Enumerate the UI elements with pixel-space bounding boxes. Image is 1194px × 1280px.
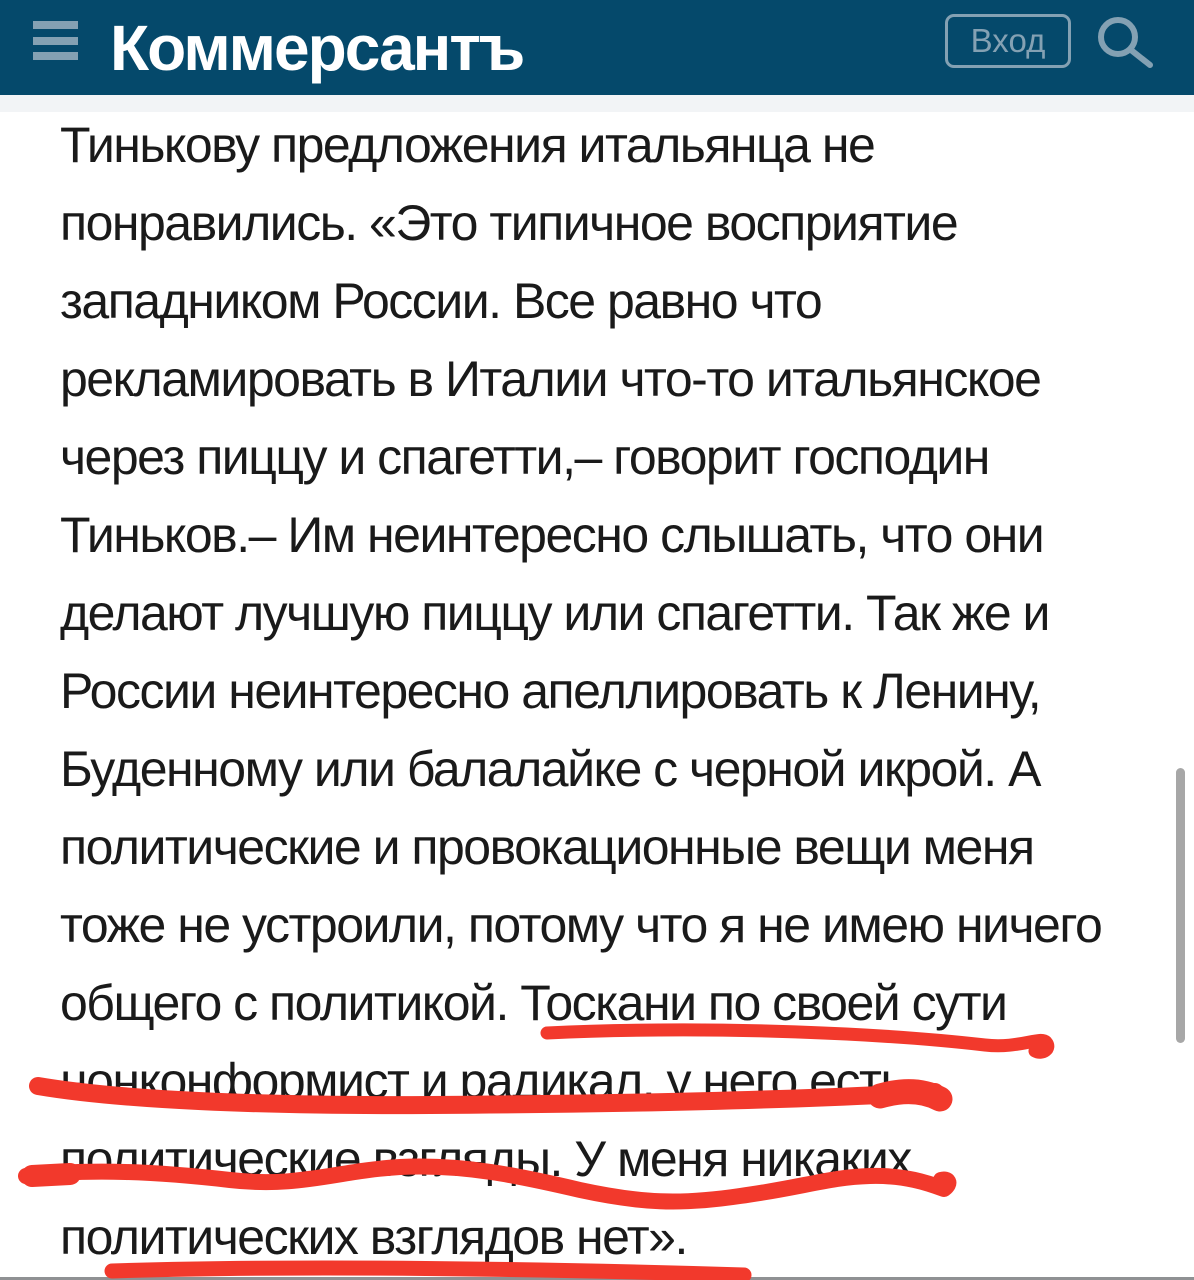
hamburger-icon[interactable] bbox=[33, 21, 78, 60]
article-line: тоже не устроили, потому что я не имею ничего bbox=[60, 897, 1102, 953]
article-line: Тинькову предложения итальянца не bbox=[60, 117, 875, 173]
article-line: России неинтересно апеллировать к Ленину, bbox=[60, 663, 1041, 719]
article-line: делают лучшую пиццу или спагетти. Так же и bbox=[60, 585, 1049, 641]
brand-logo[interactable]: Коммерсантъ bbox=[110, 11, 524, 84]
article-line: понравились. «Это типичное восприятие bbox=[60, 195, 958, 251]
login-button[interactable]: Вход bbox=[945, 14, 1071, 68]
hamburger-bar bbox=[33, 21, 78, 29]
scrollbar-thumb[interactable] bbox=[1176, 768, 1185, 1043]
article-line: политических взглядов нет». bbox=[60, 1209, 687, 1265]
article-body bbox=[60, 106, 1140, 1276]
article-line: политические взгляды. У меня никаких bbox=[60, 1131, 911, 1187]
article-line: общего с политикой. Тоскани по своей сути bbox=[60, 975, 1007, 1031]
article-line: рекламировать в Италии что-то итальянское bbox=[60, 351, 1041, 407]
article-line: через пиццу и спагетти,– говорит господин bbox=[60, 429, 989, 485]
search-icon[interactable] bbox=[1090, 8, 1160, 76]
article-line: нонконформист и радикал, у него есть bbox=[60, 1053, 905, 1109]
article-line: западником России. Все равно что bbox=[60, 273, 822, 329]
hamburger-bar bbox=[33, 52, 78, 60]
article-line: Буденному или балалайке с черной икрой. А bbox=[60, 741, 1040, 797]
article-line: политические и провокационные вещи меня bbox=[60, 819, 1034, 875]
article-line: Тиньков.– Им неинтересно слышать, что они bbox=[60, 507, 1044, 563]
hamburger-bar bbox=[33, 37, 78, 45]
app-header bbox=[0, 0, 1194, 95]
